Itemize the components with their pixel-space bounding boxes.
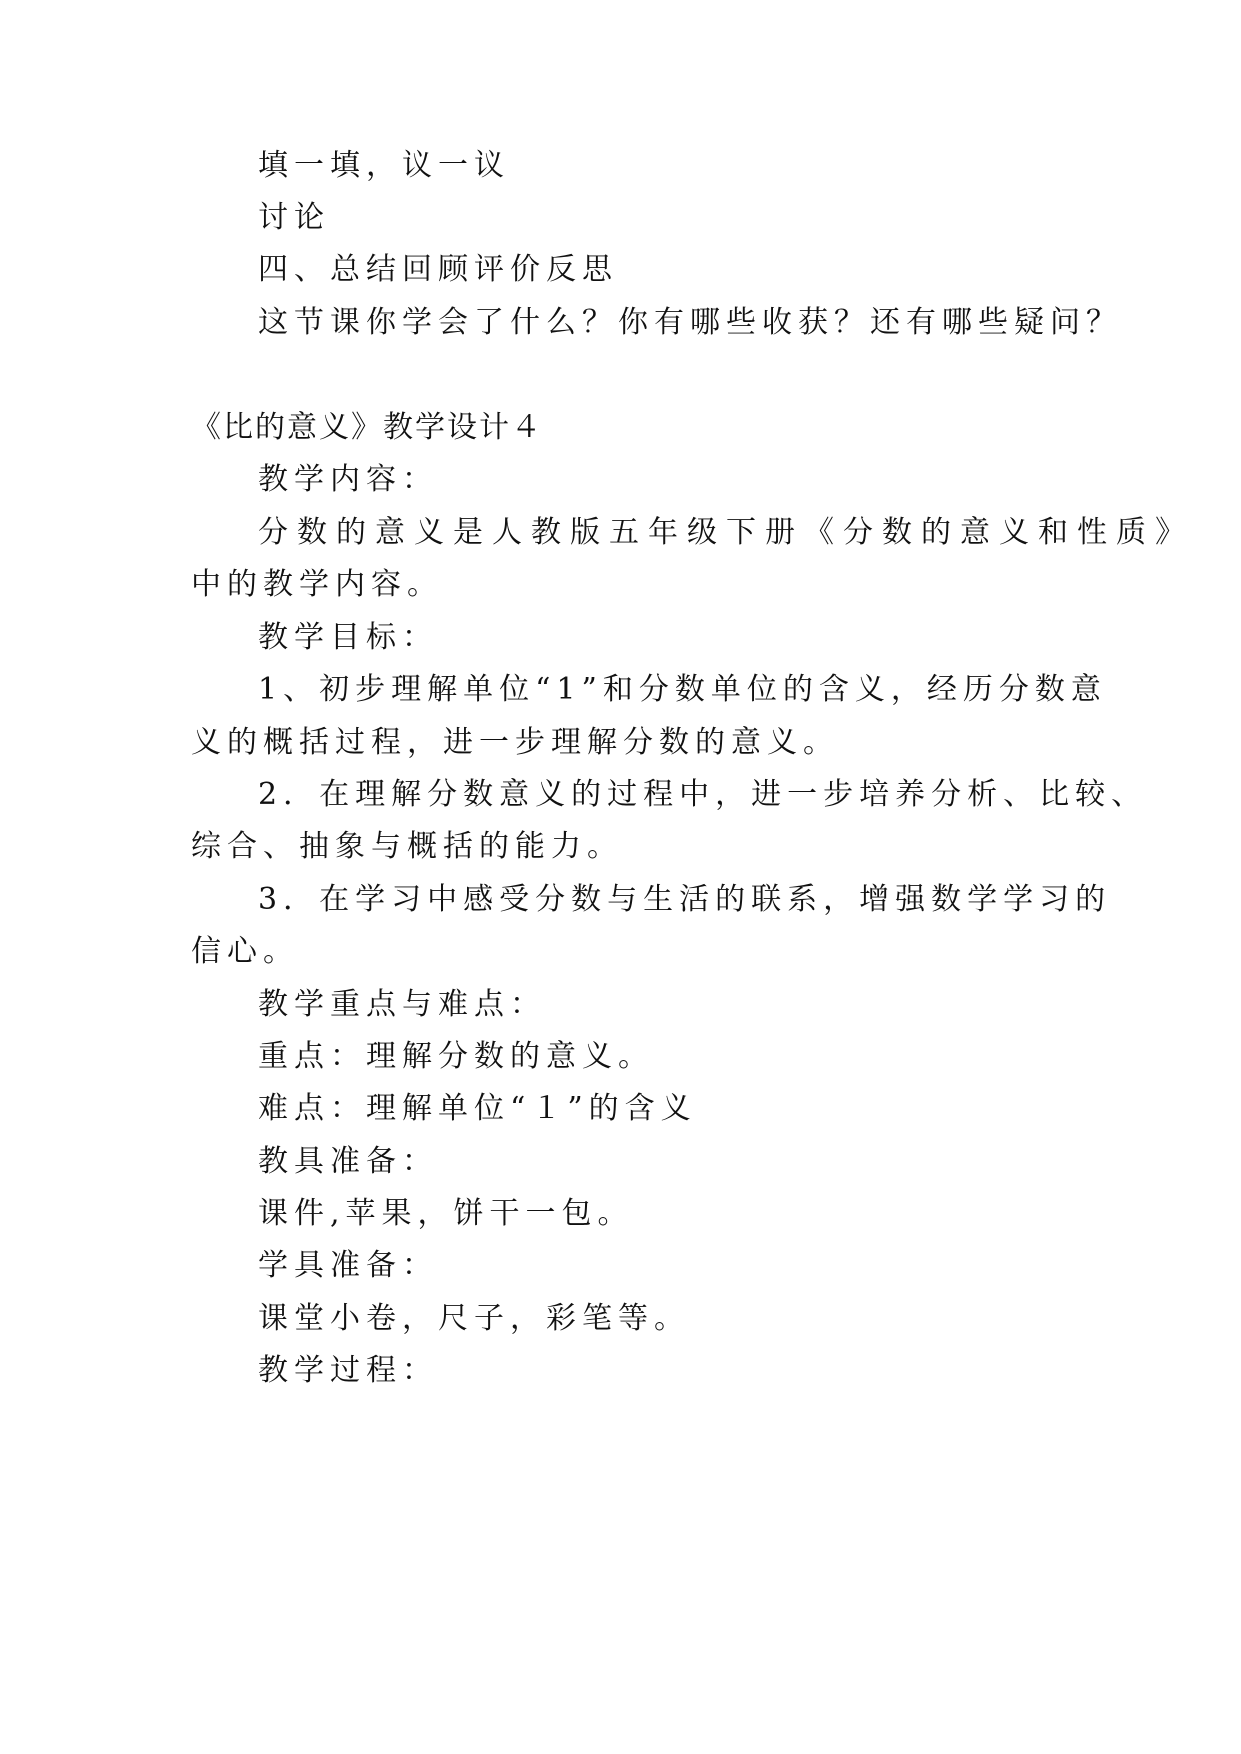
heading-teaching-goals: 教学目标： (258, 620, 438, 655)
text-line-reflection-questions: 这节课你学会了什么？你有哪些收获？还有哪些疑问？ (258, 305, 1122, 340)
heading-teaching-process: 教学过程： (258, 1353, 438, 1388)
section-heading-summary: 四、总结回顾评价反思 (258, 252, 618, 287)
goal-3-line1: 3．在学习中感受分数与生活的联系，增强数学学习的 (258, 882, 1112, 917)
goal-1-line2: 义的概括过程，进一步理解分数的意义。 (191, 725, 839, 760)
paragraph-content-line2: 中的教学内容。 (191, 567, 443, 602)
paragraph-content-line1: 分数的意义是人教版五年级下册《分数的意义和性质》 (258, 515, 1194, 550)
text-line-fill-discuss: 填一填，议一议 (258, 148, 510, 183)
document-title: 《比的意义》教学设计４ (191, 410, 543, 445)
goal-2-line2: 综合、抽象与概括的能力。 (191, 829, 623, 864)
heading-teaching-content: 教学内容： (258, 462, 438, 497)
heading-key-difficult: 教学重点与难点： (258, 987, 546, 1022)
text-line-discussion: 讨论 (258, 200, 330, 235)
goal-1-line1: 1、初步理解单位“1”和分数单位的含义，经历分数意 (258, 672, 1107, 707)
goal-2-line1: 2．在理解分数意义的过程中，进一步培养分析、比较、 (258, 777, 1148, 812)
heading-teacher-tools: 教具准备： (258, 1144, 438, 1179)
heading-student-tools: 学具准备： (258, 1248, 438, 1283)
text-teacher-tools: 课件,苹果，饼干一包。 (258, 1196, 634, 1231)
text-student-tools: 课堂小卷，尺子，彩笔等。 (258, 1301, 690, 1336)
text-difficult-point: 难点：理解单位“１”的含义 (258, 1091, 697, 1126)
goal-3-line2: 信心。 (191, 934, 299, 969)
text-key-point: 重点：理解分数的意义。 (258, 1039, 654, 1074)
